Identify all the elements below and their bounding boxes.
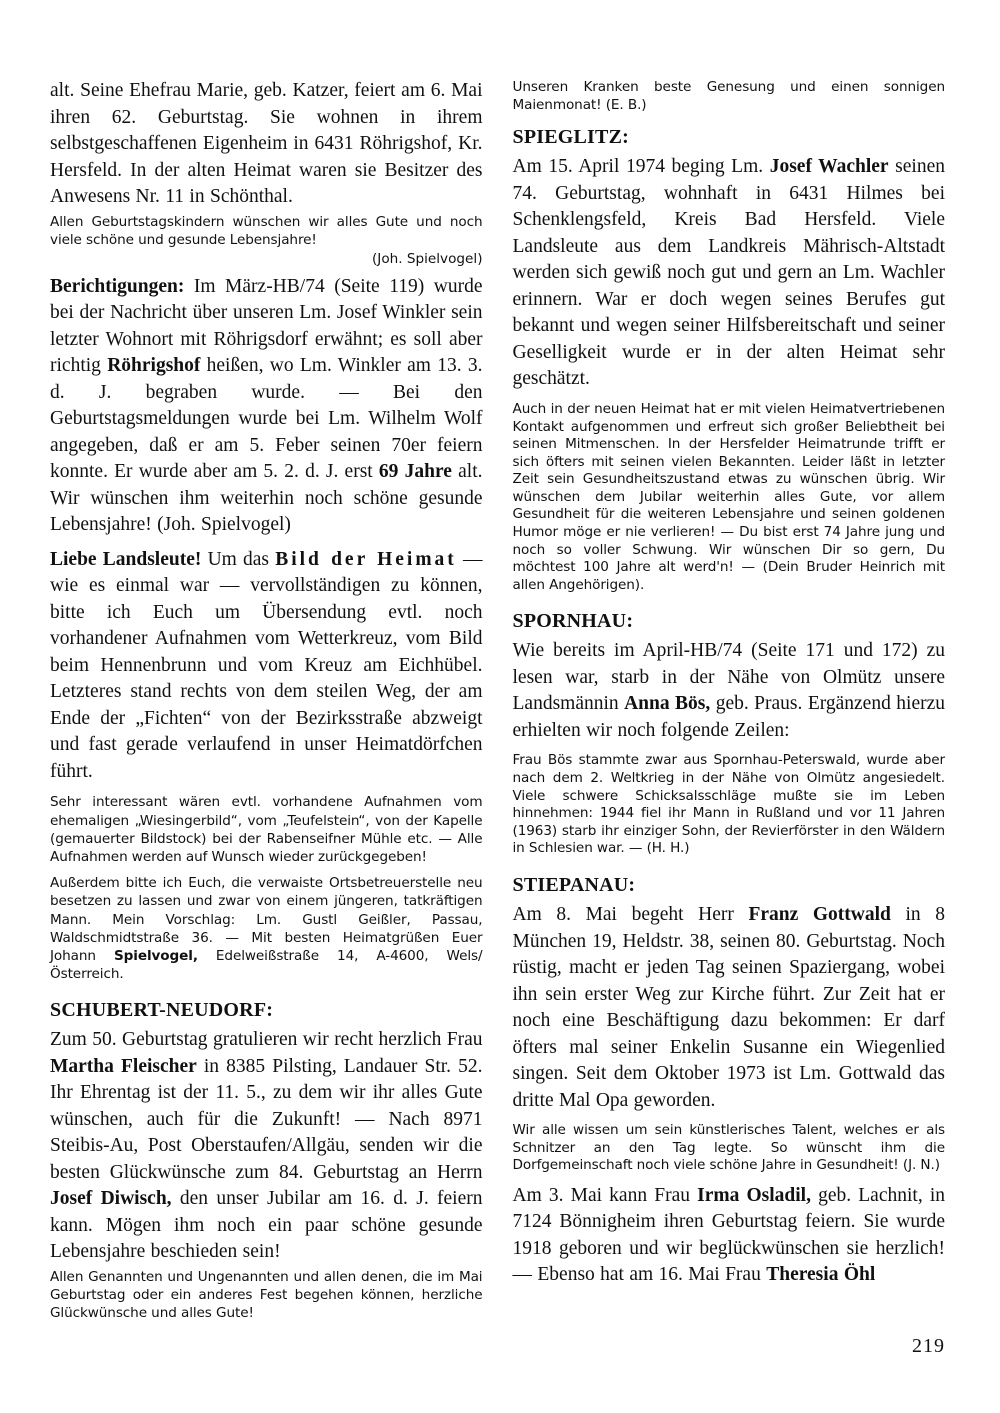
paragraph-berichtigungen <box>50 274 483 539</box>
paragraph-spieglitz <box>513 154 946 393</box>
left-column <box>50 78 483 1325</box>
osladil-text-a: Am 3. Mai kann Frau <box>512 1184 698 1206</box>
small-note-aufnahmen: Sehr interessant wären evtl. vorhandene Aufnahmen vom ehemaligen „Wiesingerbild“, vom „Teufelstein“, von der Kapelle (gemauerter Bildstock) bei der Rabenseifner Mühle etc. — Alle Aufnahmen werden auf Wunsch wieder zurückgegeben! <box>50 794 483 866</box>
section-heading-stiepanau: STIEPANAU: <box>512 874 636 896</box>
schubert-bold-josef-diwisch: Josef Diwisch, <box>50 1188 172 1210</box>
stiepanau-bold-franz-gottwald: Franz Gottwald <box>748 904 891 925</box>
berichtigungen-bold-69jahre: 69 Jahre <box>378 461 452 483</box>
paragraph-liebe-landsleute <box>50 547 483 786</box>
spornhau-bold-anna-boes: Anna Bös, <box>624 693 711 715</box>
section-heading-spieglitz: SPIEGLITZ: <box>512 126 629 149</box>
paragraph-spornhau <box>513 638 946 744</box>
spieglitz-text-b: seinen 74. Geburtstag, wohnhaft in 6431 Hilmes bei Schenklengsfeld, Kreis Bad Hersfeld. Viele Landsleute aus dem Landkreis Mährisch-Altstadt werden sich gewiß noch gut und gern an Lm. Wachler erinnern. War er doch wegen seines Berufes gut bekannt und wegen seiner Hilfsbereitschaft und seiner Geselligkeit wurde er in der alten Heimat sehr geschätzt. <box>512 156 945 390</box>
stiepanau-text-a: Am 8. Mai begeht Herr <box>512 904 749 925</box>
small-note-kranken-genesung: Unseren Kranken beste Genesung und einen sonnigen Maienmonat! (E. B.) <box>512 79 945 114</box>
schubert-text-a: Zum 50. Geburtstag gratulieren wir recht herzlich Frau <box>50 1029 483 1051</box>
schubert-text-b: in 8385 Pilsting, Landauer Str. 52. Ihr Ehrentag ist der 11. 5., zu dem wir ihr alles Gute wünschen, auch für die Zukunft! — Nach 8971 Steibis-Au, Post Oberstaufen/Allgäu, senden wir die besten Glückwünsche zum 84. Geburtstag an Herrn <box>50 1055 483 1183</box>
paragraph-stiepanau <box>513 902 946 1114</box>
paragraph-schubert-neudorf <box>50 1027 483 1266</box>
page-number: 219 <box>912 1335 945 1357</box>
spornhau-text-a: Wie bereits im April-HB/74 (Seite 171 und 172) zu lesen war, starb in der Nähe von Olmütz unsere Landsmännin <box>512 640 945 715</box>
small-note-glueckwuensche: Allen Genannten und Ungenannten und allen denen, die im Mai Geburtstag oder ein anderes Fest begehen können, herzliche Glückwünsche und alles Gute! <box>50 1268 483 1322</box>
section-heading-spornhau: SPORNHAU: <box>512 610 634 633</box>
schubert-bold-martha-fleischer: Martha Fleischer <box>50 1055 197 1077</box>
osladil-text-b: geb. Lachnit, in 7124 Bönnigheim ihren Geburtstag feiern. Sie wurde 1918 geboren und wir beglückwünschen sie herzlich! — Ebenso hat am 16. Mai Frau <box>512 1184 945 1286</box>
berichtigungen-bold-roehrigshof: Röhrigshof <box>107 355 201 377</box>
small-note-ortsbetreuer-bold: Spielvogel, <box>113 948 198 965</box>
osladil-bold-theresia-oehl: Theresia Öhl <box>766 1264 876 1286</box>
section-heading-schubert-neudorf: SCHUBERT-NEUDORF: <box>50 999 274 1022</box>
liebe-landsleute-label: Liebe Landsleute! <box>50 548 202 570</box>
liebe-spaced-bild-der-heimat: Bild der Heimat <box>275 548 457 570</box>
berichtigungen-text-1: Im März-HB/74 (Seite 119) wurde bei der Nachricht über unseren Lm. Josef Winkler sein letzter Wohnort mit Röhrigsdorf erwähnt; es soll aber richtig <box>50 275 483 377</box>
spieglitz-text-a: Am 15. April 1974 beging Lm. <box>512 156 770 178</box>
small-note-birthday-wishes: Allen Geburtstagskindern wünschen wir alles Gute und noch viele schöne und gesunde Lebensjahre! <box>50 213 483 248</box>
small-note-stiepanau-details: Wir alle wissen um sein künstlerisches Talent, welches er als Schnitzer an den Tag legte. So wünscht ihm die Dorfgemeinschaft noch viele schöne Jahre in Gesundheit! (J. N.) <box>512 1122 945 1174</box>
small-note-spornhau-details: Frau Bös stammte zwar aus Spornhau-Peterswald, wurde aber nach dem 2. Weltkrieg in der Nähe von Olmütz angesiedelt. Viele schwere Schicksalsschläge mußte sie im Leben hinnehmen: 1944 fiel ihr Mann in Rußland und vor 11 Jahren (1963) starb ihr einziger Sohn, der Revierförster in den Wäldern in Schlesien war. — (H. H.) <box>512 752 945 857</box>
small-note-ortsbetreuer-b: Edelweißstraße 14, A-4600, Wels/Österreich. <box>50 948 483 983</box>
berichtigungen-text-2: heißen, wo Lm. Winkler am 13. 3. d. J. begraben wurde. — Bei den Geburtstagsmeldungen wurde bei Lm. Wilhelm Wolf angegeben, daß er am 5. Feber seinen 70er feiern konnte. Er wurde aber am 5. 2. d. J. erst <box>50 355 483 483</box>
liebe-text-2: — wie es einmal war — vervollständigen zu können, bitte ich Euch um Übersendung evtl. noch vorhandener Aufnahmen vom Wetterkreuz, vom Bild beim Hennenbrunn und vom Kreuz am Eichhübel. Letzteres stand rechts von dem steilen Weg, der am Ende der „Fichten“ von der Bezirksstraße abzweigt und fast gerade verlaufend in unser Heimatdörfchen führt. <box>50 548 483 782</box>
paragraph-irma-osladil <box>513 1183 946 1289</box>
small-note-ortsbetreuer <box>50 874 483 983</box>
liebe-text-1: Um das <box>201 548 276 570</box>
right-column <box>513 78 946 1291</box>
stiepanau-text-b: in 8 München 19, Heldstr. 38, seinen 80. Geburtstag. Noch rüstig, macht er jeden Tag seinen Spaziergang, wobei ihn sein erster Weg zur Kirche führt. Zur Zeit hat er noch eine Beschäftigung dazu bekommen: Er darf öfters mal seiner Enkelin Susanne ein Wiegenlied singen. Seit dem Oktober 1973 ist Lm. Gottwald das dritte Mal Opa geworden. <box>512 904 945 1111</box>
schubert-text-c: den unser Jubilar am 16. d. J. feiern kann. Mögen ihm noch ein paar schöne gesunde Lebensjahre beschieden sein! <box>50 1188 483 1263</box>
spornhau-text-b: geb. Praus. Ergänzend hierzu erhielten wir noch folgende Zeilen: <box>512 693 945 741</box>
paragraph-continuation: alt. Seine Ehefrau Marie, geb. Katzer, feiert am 6. Mai ihren 62. Geburtstag. Sie wohnen in ihrem selbstgeschaffenen Eigenheim in 6431 Röhrigshof, Kr. Hersfeld. In der alten Heimat waren sie Besitzer des Anwesens Nr. 11 in Schönthal. <box>50 80 483 207</box>
spieglitz-bold-josef-wachler: Josef Wachler <box>769 156 889 178</box>
small-note-spieglitz-details: Auch in der neuen Heimat hat er mit vielen Heimatvertriebenen Kontakt aufgenommen und erfreut sich großer Beliebtheit bei seinen Mitmenschen. In der Hersfelder Heimatrunde trifft er sich öfters mit seinen vielen Bekannten. Leider läßt in letzter Zeit sein Gesundheitszustand etwas zu wünschen übrig. Wir wünschen dem Jubilar weiterhin alles Gute, vor allem Gesundheit für die weiteren Lebensjahre und seinen goldenen Humor möge er nie verlieren! — Du bist erst 74 Jahre jung und noch so voller Schwung. Wir wünschen Dir so gern, Du möchtest 100 Jahre alt werd'n! — (Dein Bruder Heinrich mit allen Angehörigen). <box>512 400 945 593</box>
small-note-ortsbetreuer-a: Außerdem bitte ich Euch, die verwaiste Ortsbetreuerstelle neu besetzen zu lassen und zwar von einem jüngeren, tatkräftigen Mann. Mein Vorschlag: Lm. Gustl Geißler, Passau, Waldschmidtstraße 36. — Mit besten Heimatgrüßen Euer Johann <box>50 875 483 965</box>
signature-spielvogel: (Joh. Spielvogel) <box>372 250 483 267</box>
berichtigungen-label: Berichtigungen: <box>50 275 185 297</box>
berichtigungen-text-3: alt. Wir wünschen ihm weiterhin noch schöne gesunde Lebensjahre! (Joh. Spielvogel) <box>50 461 483 536</box>
two-column-layout <box>50 78 945 1325</box>
osladil-bold-irma-osladil: Irma Osladil, <box>697 1184 811 1206</box>
